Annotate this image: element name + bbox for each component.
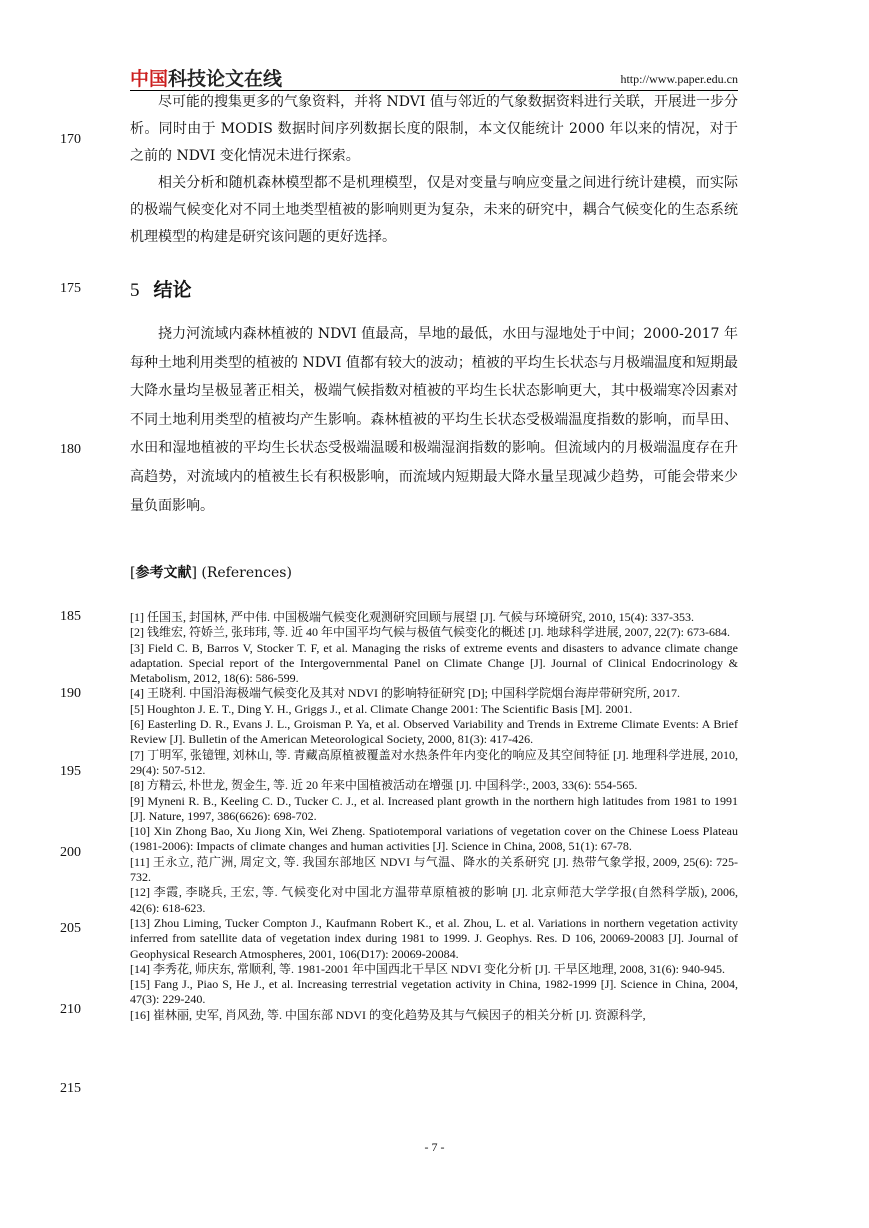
reference-item: [15] Fang J., Piao S, He J., et al. Increasing terrestrial vegetation activity in China, 1982-1999 [J]. Science in China, 2004, 47(3): 229-240. — [130, 977, 738, 1007]
reference-item: [1] 任国玉, 封国林, 严中伟. 中国极端气候变化观测研究回顾与展望 [J]. 气候与环境研究, 2010, 15(4): 337-353. — [130, 610, 694, 624]
reference-item: [7] 丁明军, 张镱锂, 刘林山, 等. 青藏高原植被覆盖对水热条件年内变化的响应及其空间特征 [J]. 地理科学进展, 2010, 29(4): 507-512. — [130, 747, 738, 777]
reference-item: [13] Zhou Liming, Tucker Compton J., Kaufmann Robert K., et al. Zhou, L. et al. Variations in northern vegetation activity inferred from satellite data of vegetation index during 1981 to 1999. J. Geophys. Res. D 106, 20069-20083 [J]. Journal of Geophysical Research Atmospheres, 2001, 106(D17): 20069-20084. — [130, 915, 738, 961]
reference-item: [3] Field C. B, Barros V, Stocker T. F, et al. Managing the risks of extreme events and disasters to advance climate change adaptation. Special report of the Intergovernmental Panel on Climate Change [J]. Journal of Clinical Endocrinology & Metabolism, 2012, 18(6): 586-599. — [130, 640, 738, 686]
line-number: 215 — [60, 1081, 81, 1096]
reference-item: [11] 王永立, 范广洲, 周定文, 等. 我国东部地区 NDVI 与气温、降水的关系研究 [J]. 热带气象学报, 2009, 25(6): 725-732. — [130, 854, 738, 885]
line-number: 190 — [60, 686, 81, 701]
bracket: ] — [191, 565, 197, 581]
reference-item: [8] 方精云, 朴世龙, 贺金生, 等. 近 20 年来中国植被活动在增强 [J]. 中国科学:, 2003, 33(6): 554-565. — [130, 778, 638, 793]
header-url[interactable]: http://www.paper.edu.cn — [620, 72, 738, 86]
line-number: 195 — [60, 764, 81, 779]
line-number: 180 — [60, 442, 81, 457]
reference-list — [130, 610, 738, 1023]
section-heading — [130, 275, 192, 302]
references-heading-cn: 参考文献 — [135, 565, 192, 581]
page-number: - 7 - — [424, 1140, 445, 1154]
section-number: 5 — [130, 280, 140, 301]
line-number: 210 — [60, 1002, 81, 1017]
reference-item: [16] 崔林丽, 史军, 肖风劲, 等. 中国东部 NDVI 的变化趋势及其与气候因子的相关分析 [J]. 资源科学, — [130, 1007, 646, 1022]
references-heading — [130, 562, 292, 582]
reference-item: [12] 李霞, 李晓兵, 王宏, 等. 气候变化对中国北方温带草原植被的影响 [J]. 北京师范大学学报(自然科学版), 2006, 42(6): 618-623. — [130, 885, 738, 915]
line-number: 185 — [60, 609, 81, 624]
discussion-paragraph: 相关分析和随机森林模型都不是机理模型，仅是对变量与响应变量之间进行统计建模，而实际的极端气候变化对不同土地类型植被的影响则更为复杂，未来的研究中，耦合气候变化的生态系统机理模型的构建是研究该问题的更好选择。 — [130, 175, 738, 245]
bracket: [ — [130, 565, 136, 581]
references-heading-en: (References) — [196, 565, 292, 581]
line-number: 175 — [60, 281, 81, 296]
journal-logo[interactable] — [130, 64, 282, 91]
logo-red-part: 中国 — [130, 68, 169, 90]
reference-item: [10] Xin Zhong Bao, Xu Jiong Xin, Wei Zheng. Spatiotemporal variations of vegetation cover on the Chinese Loess Plateau (1981-2006): Impacts of climate changes and human activities [J]. Science in China, 2008, 51(1): 67-78. — [130, 824, 738, 854]
reference-item: [2] 钱维宏, 符娇兰, 张玮玮, 等. 近 40 年中国平均气候与极值气候变化的概述 [J]. 地球科学进展, 2007, 22(7): 673-684. — [130, 625, 730, 640]
logo-dark-part: 科技论文在线 — [168, 68, 283, 90]
reference-item: [6] Easterling D. R., Evans J. L., Groisman P. Ya, et al. Observed Variability and Trends in Extreme Climate Events: A Brief Review [J]. Bulletin of the American Meteorological Society, 2000, 81(3): 417-426. — [130, 717, 738, 747]
page-header — [130, 64, 738, 88]
reference-item: [14] 李秀花, 师庆东, 常顺利, 等. 1981-2001 年中国西北干旱区 NDVI 变化分析 [J]. 干旱区地理, 2008, 31(6): 940-945. — [130, 961, 725, 976]
line-number: 200 — [60, 845, 81, 860]
line-number: 170 — [60, 132, 81, 147]
discussion-paragraph: 尽可能的搜集更多的气象资料，并将 NDVI 值与邻近的气象数据资料进行关联，开展进一步分析。同时由于 MODIS 数据时间序列数据长度的限制，本文仅能统计 2000 年以来的情况，对于之前的 NDVI 变化情况未进行探索。 — [130, 94, 738, 164]
reference-item: [5] Houghton J. E. T., Ding Y. H., Griggs J., et al. Climate Change 2001: The Scientific Basis [M]. 2001. — [130, 701, 633, 716]
section-title: 结论 — [153, 279, 192, 301]
reference-item: [4] 王晓利. 中国沿海极端气候变化及其对 NDVI 的影响特征研究 [D]; 中国科学院烟台海岸带研究所, 2017. — [130, 686, 680, 701]
line-number: 205 — [60, 921, 81, 936]
conclusion-paragraph: 挠力河流域内森林植被的 NDVI 值最高，旱地的最低，水田与湿地处于中间；2000-2017 年每种土地利用类型的植被的 NDVI 值都有较大的波动；植被的平均生长状态与月极端温度和短期最大降水量均呈极显著正相关，极端气候指数对植被的平均生长状态影响更大，其中极端寒冷因素对不同土地利用类型的植被均产生影响。森林植被的平均生长状态受极端温度指数的影响，而旱田、水田和湿地植被的平均生长状态受极端温暖和极端湿润指数的影响。但流域内的月极端温度存在升高趋势，对流域内的植被生长有积极影响，而流域内短期最大降水量呈现减少趋势，可能会带来少量负面影响。 — [130, 326, 738, 514]
reference-item: [9] Myneni R. B., Keeling C. D., Tucker C. J., et al. Increased plant growth in the northern high latitudes from 1981 to 1991 [J]. Nature, 1997, 386(6626): 698-702. — [130, 793, 738, 823]
